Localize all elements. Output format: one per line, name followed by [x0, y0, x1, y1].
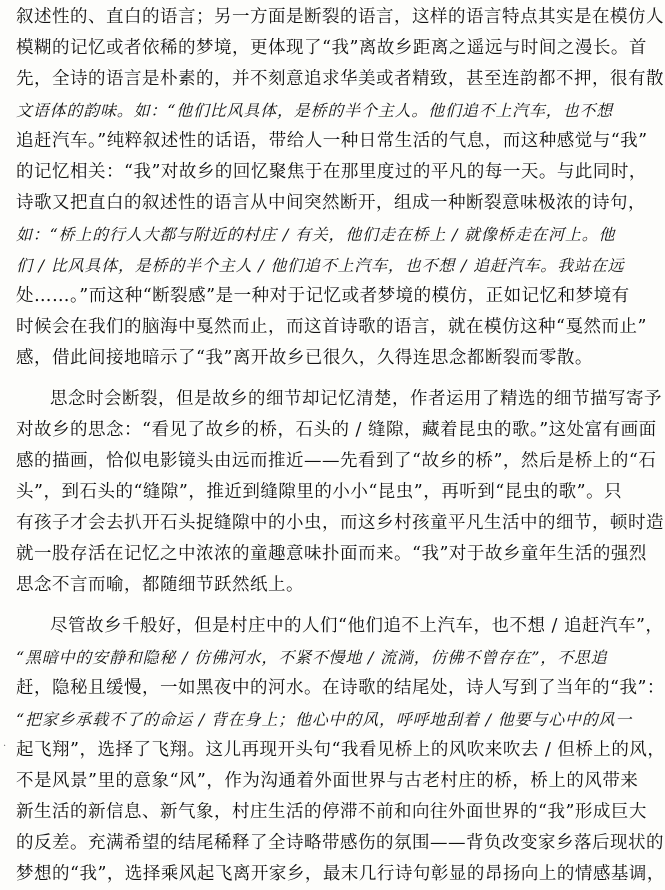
text-line: 思念不言而喻，都随细节跃然纸上。 — [16, 575, 304, 595]
margin-mark: · — [3, 741, 7, 752]
text-line: 们 / 比风具体，是桥的半个主人 / 他们追不上汽车，也不想 / 追赶汽车。我站在远 — [16, 256, 625, 275]
text-line: 起飞翔”，选择了飞翔。这儿再现开头句“我看见桥上的风吹来吹去 / 但桥上的风， — [16, 740, 665, 760]
text-line: 文语体的韵味。如：“他们比风具体，是桥的半个主人。他们追不上汽车，也不想 — [16, 101, 613, 120]
text-line: 有孩子才会去扒开石头捉缝隙中的小虫，而这乡村孩童平凡生活中的细节，顿时造 — [16, 513, 664, 533]
text-line: 先，全诗的语言是朴素的，并不刻意追求华美或者精致，甚至连韵都不押，很有散 — [16, 69, 664, 89]
text-line: “把家乡承载不了的命运 / 背在身上；他心中的风，呼呼地刮着 / 他要与心中的风一 — [16, 710, 633, 729]
text-line: 模糊的记忆或者依稀的梦境，更体现了“我”离故乡距离之遥远与时间之漫长。首 — [16, 38, 647, 58]
text-line: 的反差。充满希望的结尾稀释了全诗略带感伤的氛围——背负改变家乡落后现状的 — [16, 833, 664, 853]
paragraph-2 — [16, 384, 664, 601]
text-line: 处……。”而这种“断裂感”是一种对于记忆或者梦境的模仿，正如记忆和梦境有 — [16, 286, 630, 306]
text-line: 的记忆相关：“我”对故乡的回忆聚焦于在那里度过的平凡的每一天。与此同时， — [16, 162, 647, 182]
text-line: 头”，到石头的“缝隙”，推近到缝隙里的小小“昆虫”，再听到“昆虫的歌”。只 — [16, 482, 623, 502]
text-line: 感的描画，恰似电影镜头由远而推近——先看到了“故乡的桥”，然后是桥上的“石 — [16, 451, 657, 471]
text-line: 诗歌又把直白的叙述性的语言从中间突然断开，组成一种断裂意味极浓的诗句， — [16, 193, 646, 213]
paragraph-3 — [16, 611, 665, 890]
text-line: 如：“桥上的行人大都与附近的村庄 / 有关，他们走在桥上 / 就像桥走在河上。他 — [16, 225, 616, 244]
text-line: 时候会在我们的脑海中戛然而止，而这首诗歌的语言，就在模仿这种“戛然而止” — [16, 317, 647, 337]
text-line: 追赶汽车。”纯粹叙述性的话语，带给人一种日常生活的气息，而这种感觉与“我” — [16, 131, 648, 151]
text-line: 尽管故乡千般好，但是村庄中的人们“他们追不上汽车，也不想 / 追赶汽车”， — [50, 616, 664, 636]
paragraph-1 — [16, 2, 664, 374]
text-line: 不是风景”里的意象“风”，作为沟通着外面世界与古老村庄的桥，桥上的风带来 — [16, 771, 639, 791]
text-line: 思念时会断裂，但是故乡的细节却记忆清楚，作者运用了精选的细节描写寄予 — [50, 389, 662, 409]
paragraph-gap — [16, 374, 560, 384]
text-line: “黑暗中的安静和隐秘 / 仿佛河水，不紧不慢地 / 流淌，仿佛不曾存在”，不思追 — [16, 648, 608, 667]
text-line: 对故乡的思念：“看见了故乡的桥，石头的 / 缝隙，藏着昆虫的歌。”这处富有画面 — [16, 420, 657, 440]
text-line: 就一股存活在记忆之中浓浓的童趣意味扑面而来。“我”对于故乡童年生活的强烈 — [16, 544, 647, 564]
text-line: 梦想的“我”，选择乘风起飞离开家乡，最末几行诗句彰显的昂扬向上的情感基调， — [16, 864, 665, 884]
text-line: 赶，隐秘且缓慢，一如黑夜中的河水。在诗歌的结尾处，诗人写到了当年的“我”： — [16, 678, 665, 698]
text-line: 叙述性的、直白的语言；另一方面是断裂的语言，这样的语言特点其实是在模仿人 — [16, 7, 664, 27]
paragraph-gap — [16, 601, 560, 611]
text-line: 新生活的新信息、新气象，村庄生活的停滞不前和向往外面世界的“我”形成巨大 — [16, 802, 647, 822]
text-line: 感，借此间接地暗示了“我”离开故乡已很久，久得连思念都断裂而零散。 — [16, 348, 593, 368]
